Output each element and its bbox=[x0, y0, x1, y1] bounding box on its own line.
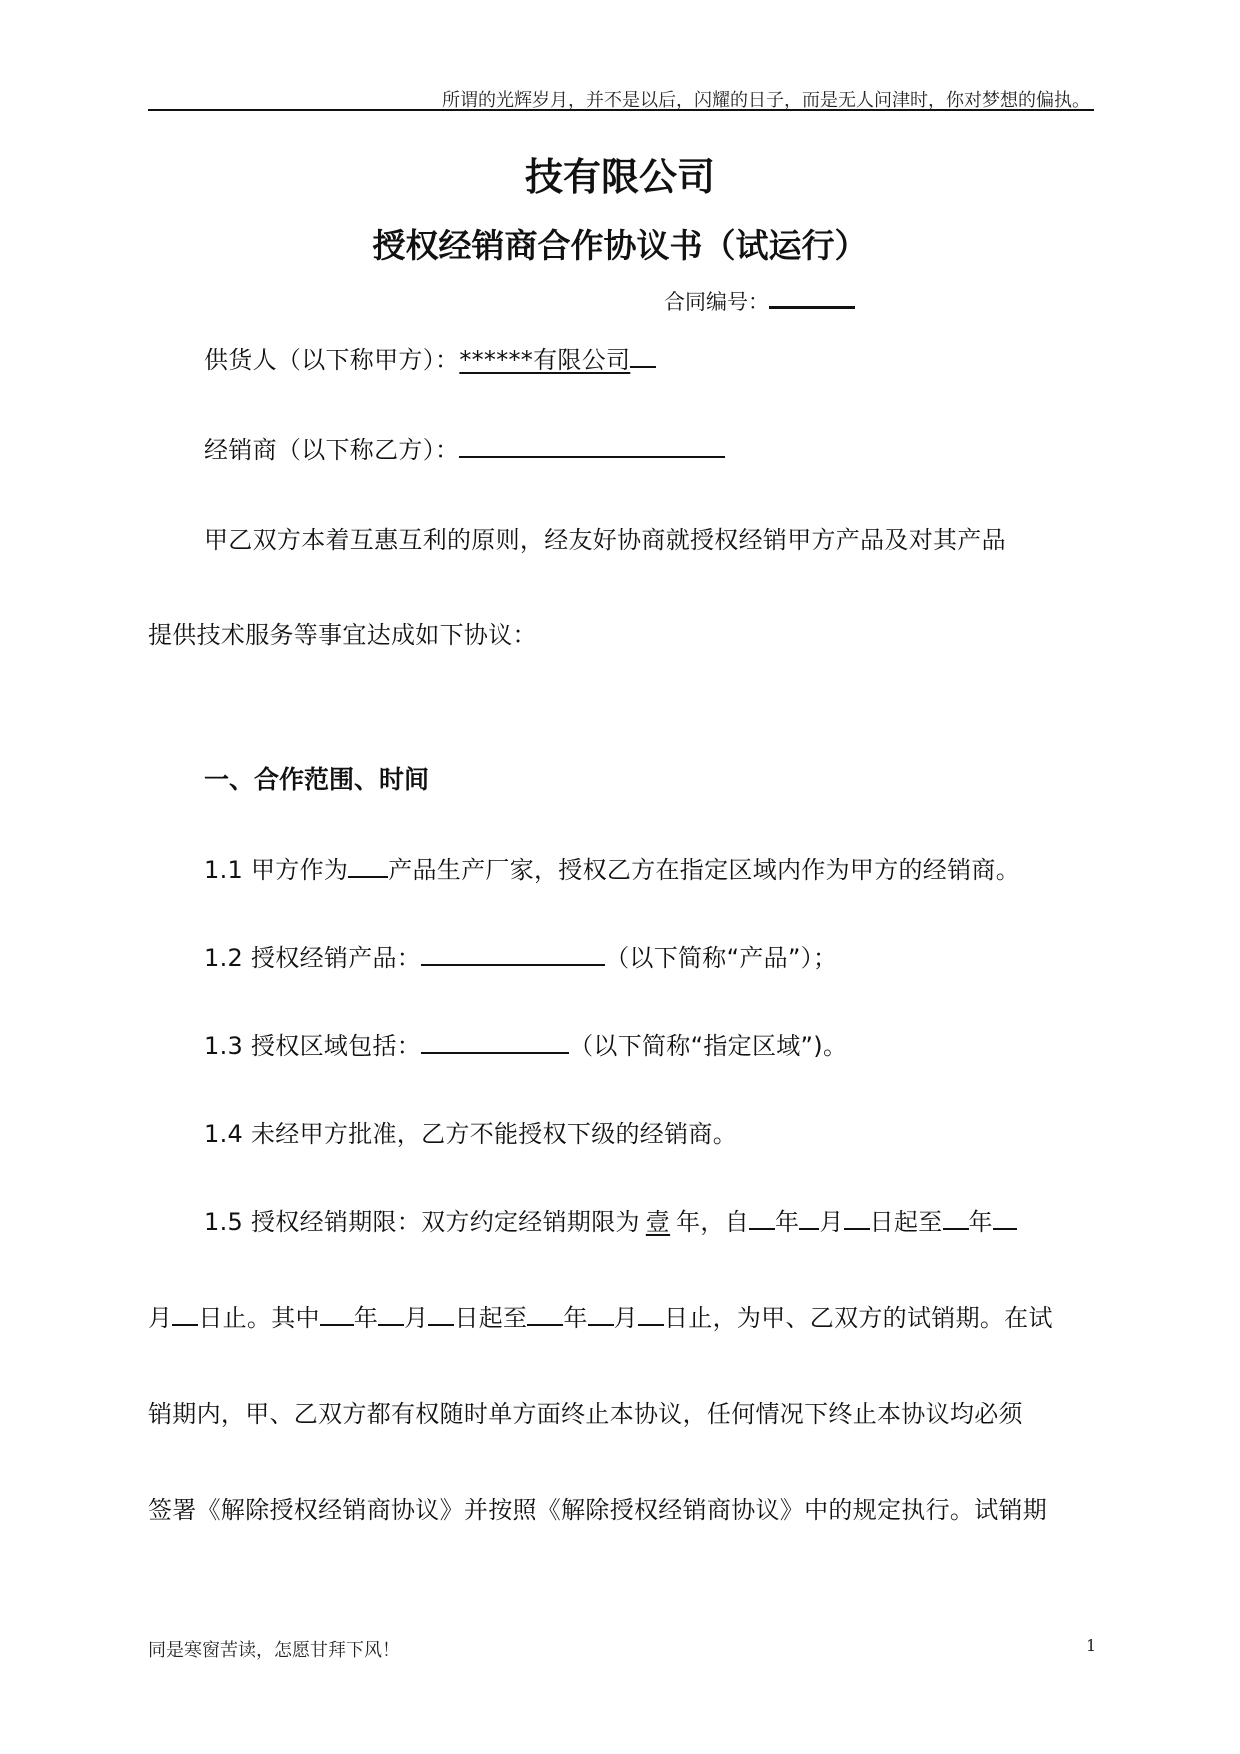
clause-1-3-blank[interactable] bbox=[421, 1028, 569, 1054]
trial-end-month-blank[interactable] bbox=[588, 1300, 614, 1326]
clause-1-5-l2-month-2: 月 bbox=[404, 1304, 429, 1332]
clause-1-5-text-a: 1.5 授权经销期限：双方约定经销期限为 bbox=[204, 1208, 640, 1236]
supplier-value: ******有限公司 bbox=[459, 346, 631, 374]
header-rule bbox=[148, 109, 1094, 111]
contract-number-blank[interactable] bbox=[769, 285, 855, 309]
clause-1-5-l2-year: 年 bbox=[353, 1304, 379, 1332]
header-quote: 所谓的光辉岁月，并不是以后，闪耀的日子，而是无人问津时，你对梦想的偏执。 bbox=[442, 90, 1090, 111]
clause-1-5-l2-year-2: 年 bbox=[563, 1304, 588, 1332]
start-month-blank[interactable] bbox=[799, 1204, 819, 1230]
page-number: 1 bbox=[1086, 1636, 1097, 1655]
end-day-blank[interactable] bbox=[172, 1300, 198, 1326]
clause-1-5-line-2 bbox=[148, 1298, 1053, 1333]
clause-1-1 bbox=[204, 850, 1020, 885]
company-title: 技有限公司 bbox=[524, 155, 715, 199]
clause-1-4: 1.4 未经甲方批准，乙方不能授权下级的经销商。 bbox=[204, 1120, 737, 1148]
start-day-blank[interactable] bbox=[844, 1204, 870, 1230]
intro-line-2: 提供技术服务等事宜达成如下协议： bbox=[148, 621, 537, 649]
clause-1-1-blank[interactable] bbox=[348, 852, 388, 878]
clause-1-2 bbox=[204, 938, 837, 973]
trial-start-year-blank[interactable] bbox=[320, 1300, 354, 1326]
clause-1-3 bbox=[204, 1026, 847, 1061]
trial-start-month-blank[interactable] bbox=[378, 1300, 404, 1326]
clause-1-5-l2-month-3: 月 bbox=[613, 1304, 638, 1332]
clause-1-2-text-b: （以下简称“产品”）； bbox=[605, 944, 838, 972]
clause-1-5-term: 壹 bbox=[645, 1208, 671, 1236]
clause-1-5-year: 年 bbox=[775, 1208, 800, 1236]
clause-1-5-month: 月 bbox=[819, 1208, 844, 1236]
dealer-line bbox=[204, 430, 725, 465]
end-year-blank[interactable] bbox=[943, 1204, 969, 1230]
clause-1-5-line-3: 销期内，甲、乙双方都有权随时单方面终止本协议，任何情况下终止本协议均必须 bbox=[148, 1400, 1023, 1428]
end-month-blank[interactable] bbox=[993, 1204, 1017, 1230]
clause-1-3-text-b: （以下简称“指定区域”)。 bbox=[569, 1032, 848, 1060]
trial-start-day-blank[interactable] bbox=[428, 1300, 454, 1326]
dealer-label: 经销商（以下称乙方）： bbox=[204, 436, 460, 464]
clause-1-5-line-4: 签署《解除授权经销商协议》并按照《解除授权经销商协议》中的规定执行。试销期 bbox=[148, 1496, 1048, 1524]
supplier-label: 供货人（以下称甲方）： bbox=[204, 346, 460, 374]
clause-1-5-l2-until: 日起至 bbox=[454, 1304, 528, 1332]
dealer-blank[interactable] bbox=[459, 432, 725, 458]
clause-1-5-l2-tail: 日止，为甲、乙双方的试销期。在试 bbox=[663, 1304, 1053, 1332]
clause-1-5-text-b: 年，自 bbox=[676, 1208, 750, 1236]
intro-line-1: 甲乙双方本着互惠互利的原则，经友好协商就授权经销甲方产品及对其产品 bbox=[204, 526, 1006, 554]
clause-1-1-text-a: 1.1 甲方作为 bbox=[204, 856, 349, 884]
clause-1-5-line-1 bbox=[204, 1202, 1017, 1237]
start-year-blank[interactable] bbox=[749, 1204, 775, 1230]
clause-1-5-year-2: 年 bbox=[968, 1208, 993, 1236]
clause-1-2-blank[interactable] bbox=[421, 940, 605, 966]
clause-1-5-l2-month: 月 bbox=[148, 1304, 173, 1332]
clause-1-5-l2-text: 日止。其中 bbox=[198, 1304, 320, 1332]
contract-number bbox=[664, 285, 855, 316]
contract-number-label: 合同编号： bbox=[664, 290, 769, 314]
clause-1-3-text-a: 1.3 授权区域包括： bbox=[204, 1032, 422, 1060]
clause-1-1-text-b: 产品生产厂家，授权乙方在指定区域内作为甲方的经销商。 bbox=[388, 856, 1021, 884]
trial-end-day-blank[interactable] bbox=[638, 1300, 664, 1326]
trial-end-year-blank[interactable] bbox=[527, 1300, 563, 1326]
clause-1-5-until: 日起至 bbox=[869, 1208, 943, 1236]
clause-1-2-text-a: 1.2 授权经销产品： bbox=[204, 944, 422, 972]
footer-quote: 同是寒窗苦读，怎愿甘拜下风！ bbox=[148, 1640, 400, 1661]
document-title: 授权经销商合作协议书（试运行） bbox=[372, 226, 868, 265]
supplier-blank-tail bbox=[630, 342, 656, 368]
section-1-heading: 一、合作范围、时间 bbox=[204, 765, 430, 794]
supplier-line bbox=[204, 340, 656, 375]
